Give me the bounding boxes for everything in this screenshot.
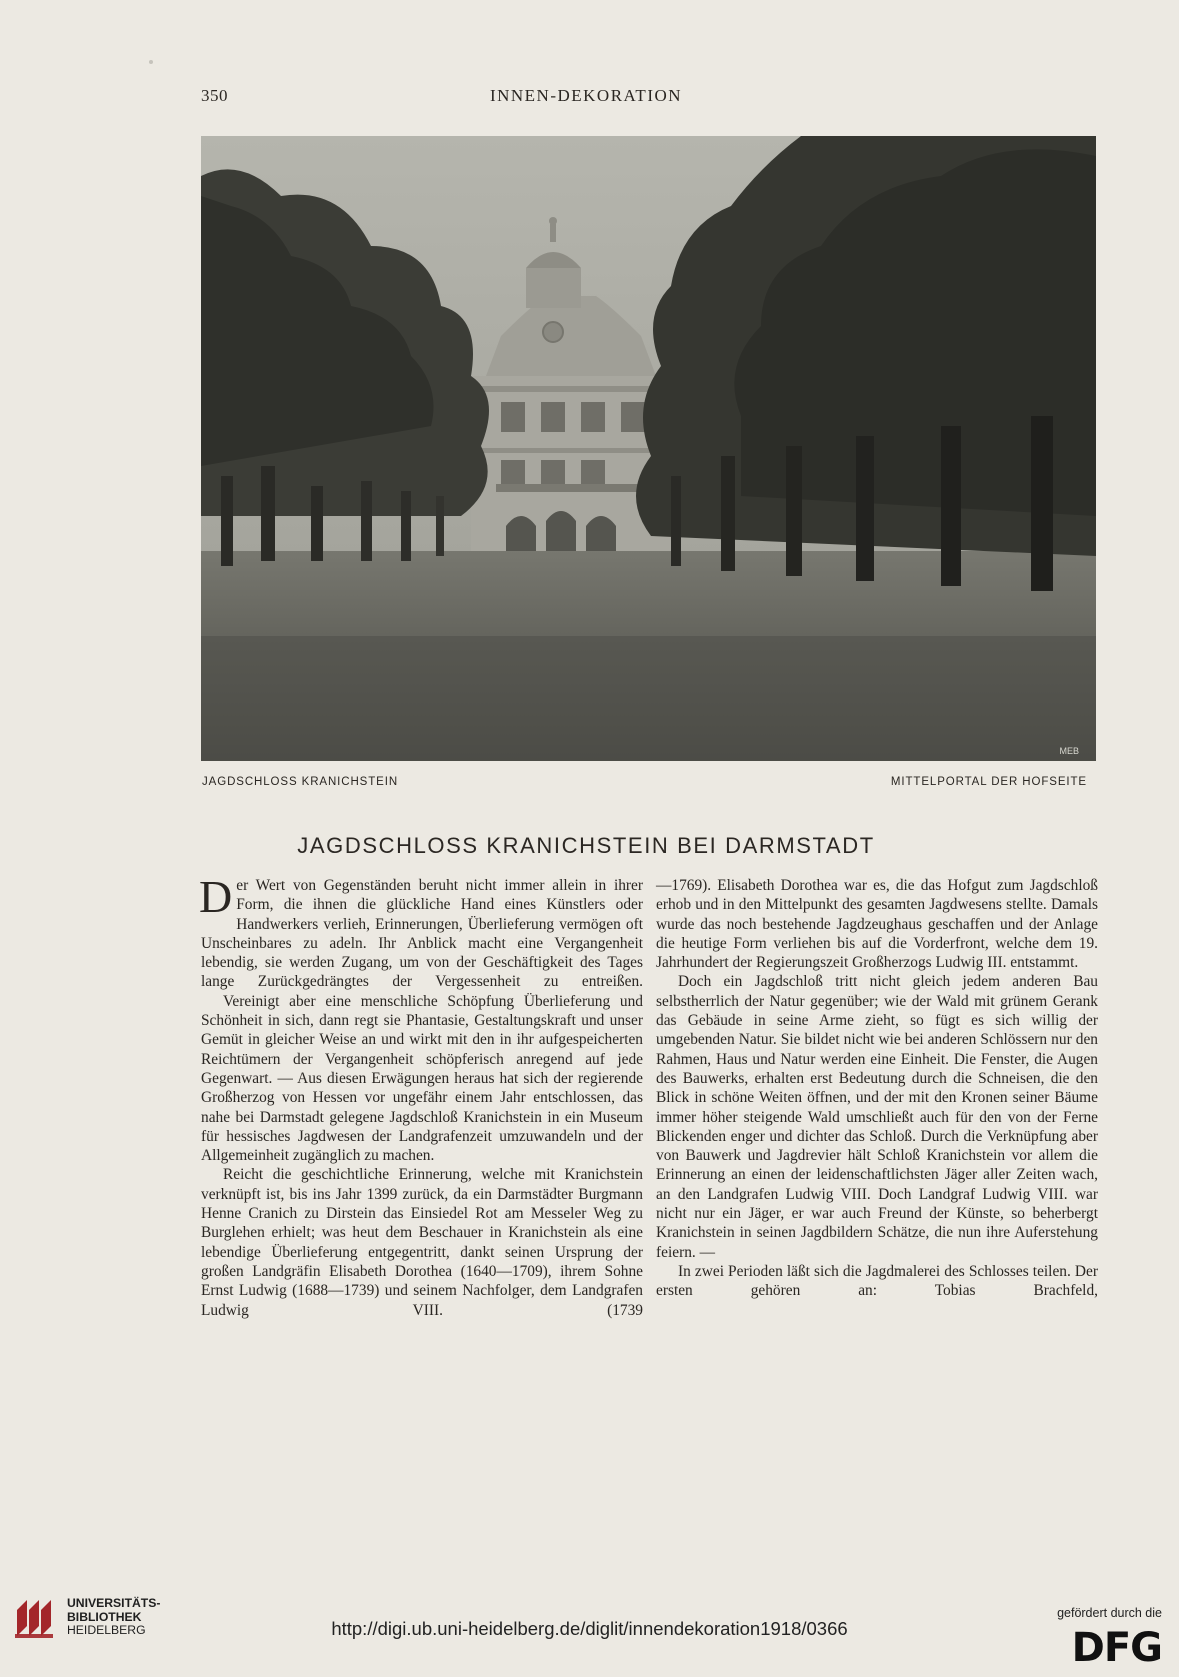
article-title: JAGDSCHLOSS KRANICHSTEIN BEI DARMSTADT — [297, 833, 875, 858]
running-title: INNEN-DEKORATION — [489, 86, 683, 105]
right-paragraph-3: In zwei Perioden läßt sich die Jagdmalerei des Schlosses teilen. Der ersten gehören an: Tobias Brachfeld, — [656, 1262, 1098, 1300]
right-paragraph-1: —1769). Elisabeth Dorothea war es, die das Hofgut zum Jagdschloß erhob und in den Mittelpunkt des gesamten Jagdwesens stellte. Damals wurde das noch bestehende Jagdzeughaus geschaffen und der Anlage die heutige Form verliehen bis auf die Vorderfront, welche dem 19. Jahrhundert der Regierungszeit Großherzogs Ludwig III. entstammt. — [656, 877, 1098, 972]
castle-photograph — [201, 136, 1096, 761]
right-column — [656, 876, 1098, 1301]
left-paragraph-1-text: er Wert von Gegenständen beruht nicht immer allein in ihrer Form, die ihnen die glückliche Hand eines Künstlers oder Handwerkers verlieh, Erinnerungen, Überlieferung vermögen oft Unscheinbares zu adeln. Ihr Anblick macht eine Vergangenheit lebendig, sie werden Zugang, um von der Geschäftigkeit des Tages lange Zurückgedrängtes der Vergessenheit zu entreißen. — [201, 877, 643, 991]
scan-dot — [149, 60, 153, 64]
castle-photo-illustration — [201, 136, 1096, 761]
library-line-2: BIBLIOTHEK — [67, 1609, 142, 1624]
library-line-3: HEIDELBERG — [67, 1623, 146, 1637]
left-paragraph-1 — [199, 871, 643, 992]
right-paragraph-2: Doch ein Jagdschloß tritt nicht gleich jedem anderen Bau selbstherrlich der Natur gegenüber; wie der Wald mit grünem Gerank das Gebäude in seine Arme zieht, so fügt es sich willig der umgebenden Natur. Sie bildet nicht wie bei anderen Schlössern nur den Rahmen, Haus und Natur werden eine Einheit. Die Fenster, die Augen des Bauwerks, erhalten erst Bedeutung durch die Schneisen, die den Blick in schöne Weiten öffnen, und der mit den Kronen seiner Bäume immer höher steigende Wald umschließt auch für den von der Ferne Blickenden enger und dichter das Schloß. Durch die Verknüpfung aber von Bauwerk und Jagdrevier hält Schloß Kranichstein vor allem die Erinnerung an einen der leidenschaftlichsten Jäger aller Zeiten wach, an den Landgrafen Ludwig VIII. Doch Landgraf Ludwig VIII. war nicht nur ein Jäger, er war auch Freund der Künste, so beherbergt Kranichstein in seinen Jagdbildern Schätze, die nun ihre Auferstehung feiern. — — [656, 973, 1098, 1261]
permalink-url[interactable]: http://digi.ub.uni-heidelberg.de/diglit/innendekoration1918/0366 — [331, 1618, 848, 1639]
caption-left: JAGDSCHLOSS KRANICHSTEIN — [202, 776, 399, 788]
left-column — [199, 871, 643, 1320]
dfg-logo[interactable]: DFG — [1071, 1625, 1162, 1671]
page-number: 350 — [201, 86, 228, 105]
photo-signature: MEB — [1059, 746, 1079, 756]
left-paragraph-2: Vereinigt aber eine menschliche Schöpfung Überlieferung und Schönheit in sich, dann regt sie Phantasie, Gestaltungskraft und unser Gemüt in gleicher Weise an und wirkt mit den in ihr aufgespeicherten Reichtümern der Vergangenheit schöpferisch anregend auf jede Gegenwart. — Aus diesen Erwägungen heraus hat sich der regierende Großherzog von Hessen vor ungefähr einem Jahr entschlossen, das nahe bei Darmstadt gelegene Jagdschloß Kranichstein in ein Museum für hessisches Jagdwesen der Landgrafenzeit umzuwandeln und der Allgemeinheit zugänglich zu machen. — [201, 992, 643, 1165]
dropcap: D — [199, 871, 233, 922]
library-line-1: UNIVERSITÄTS- — [67, 1596, 161, 1610]
funding-note: gefördert durch die — [1057, 1606, 1162, 1620]
page-header — [0, 86, 1179, 112]
left-paragraph-3: Reicht die geschichtliche Erinnerung, welche mit Kranichstein verknüpft ist, bis ins Jahr 1399 zurück, da ein Darmstädter Burgmann Henne Cranich zu Dirstein das Einsiedel Rot am Messeler Weg zu Burglehen erhielt; was heut dem Beschauer in Kranichstein als eine lebendige Überlieferung entgegentritt, dankt seinen Ursprung der großen Landgräfin Elisabeth Dorothea (1640—1709), ihrem Sohne Ernst Ludwig (1688—1739) und seinem Nachfolger, dem Landgrafen Ludwig VIII. (1739 — [201, 1166, 643, 1319]
caption-right: MITTELPORTAL DER HOFSEITE — [890, 776, 1087, 788]
